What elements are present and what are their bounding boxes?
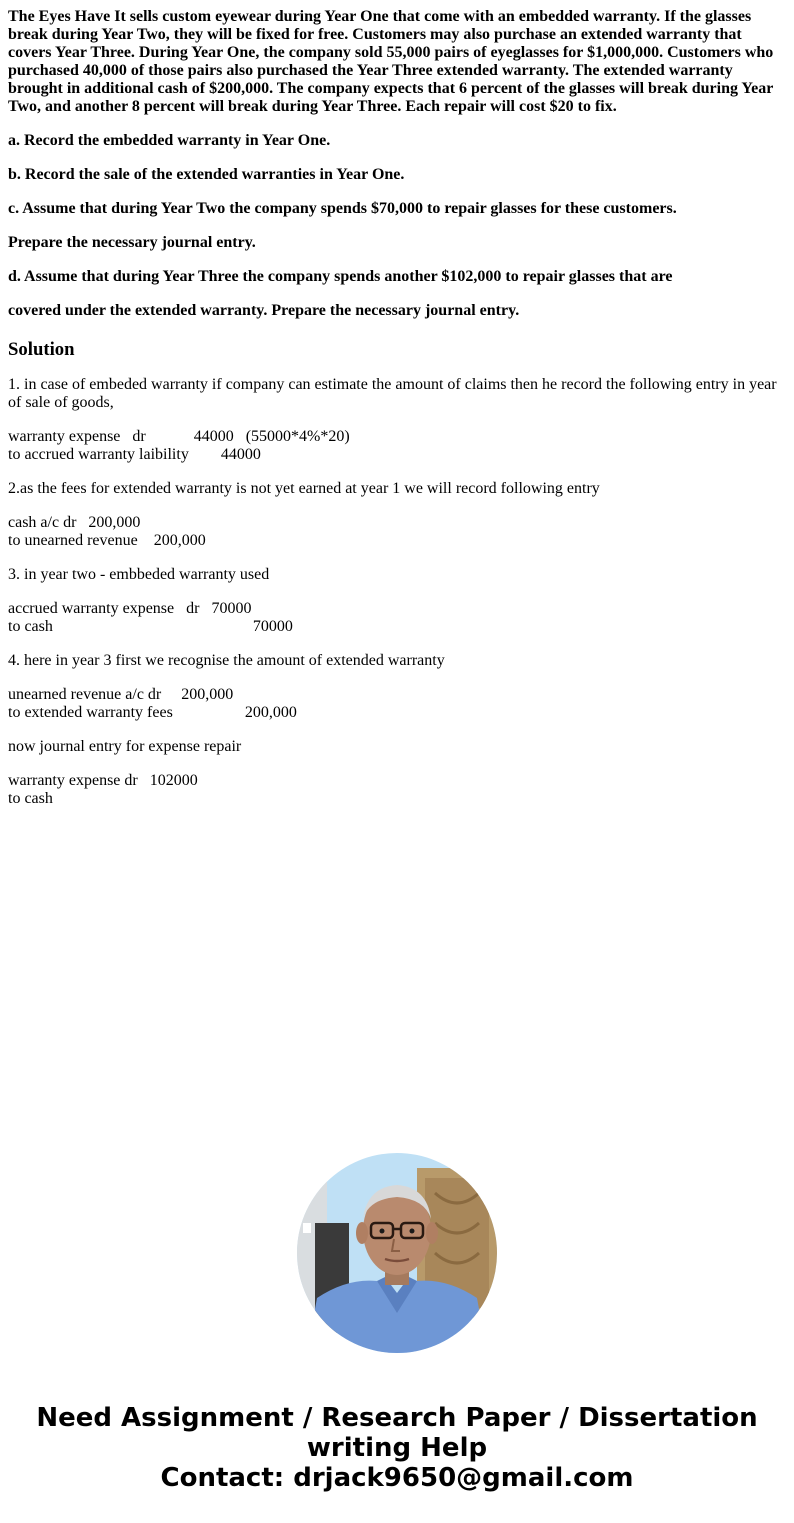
promo-line-2: writing Help — [306, 1433, 488, 1463]
solution-step-5-text: now journal entry for expense repair — [8, 738, 242, 755]
person-photo-icon — [297, 1153, 497, 1353]
promo-contact-line: Contact: drjack9650@gmail.com — [160, 1463, 634, 1493]
promo-line-1: Need Assignment / Research Paper / Dissertation — [36, 1403, 758, 1433]
question-part-c: c. Assume that during Year Two the company spends $70,000 to repair glasses for these customers. — [8, 200, 677, 217]
question-part-b: b. Record the sale of the extended warranties in Year One. — [8, 166, 405, 183]
solution-step-2-entry: cash a/c dr 200,000 to unearned revenue 200,000 — [8, 514, 206, 549]
question-part-a: a. Record the embedded warranty in Year One. — [8, 132, 331, 149]
question-part-d: d. Assume that during Year Three the company spends another $102,000 to repair glasses that are — [8, 268, 673, 285]
solution-step-4-entry: unearned revenue a/c dr 200,000 to extended warranty fees 200,000 — [8, 686, 297, 721]
solution-step-5-entry: warranty expense dr 102000 to cash — [8, 772, 198, 807]
solution-step-1-text: 1. in case of embeded warranty if company can estimate the amount of claims then he record the following entry in year of sale of goods, — [8, 376, 781, 411]
question-part-d-continued: covered under the extended warranty. Prepare the necessary journal entry. — [8, 302, 520, 319]
solution-heading: Solution — [8, 339, 75, 360]
document-content — [8, 8, 786, 824]
question-part-c-continued: Prepare the necessary journal entry. — [8, 234, 256, 251]
contact-promo — [0, 1403, 794, 1493]
solution-step-3-text: 3. in year two - embbeded warranty used — [8, 566, 270, 583]
question-intro: The Eyes Have It sells custom eyewear during Year One that come with an embedded warranty. If the glasses break during Year Two, they will be fixed for free. Customers may also purchase an extended warranty that covers Year Three. During Year One, the company sold 55,000 pairs of eyeglasses for $1,000,000. Customers who purchased 40,000 of those pairs also purchased the Year Three extended warranty. The extended warranty brought in additional cash of $200,000. The company expects that 6 percent of the glasses will break during Year Two, and another 8 percent will break during Year Three. Each repair will cost $20 to fix. — [8, 8, 778, 115]
solution-step-3-entry: accrued warranty expense dr 70000 to cash 70000 — [8, 600, 293, 635]
solution-step-2-text: 2.as the fees for extended warranty is not yet earned at year 1 we will record following entry — [8, 480, 600, 497]
solution-step-4-text: 4. here in year 3 first we recognise the amount of extended warranty — [8, 652, 445, 669]
author-avatar — [297, 1153, 497, 1353]
solution-step-1-entry: warranty expense dr 44000 (55000*4%*20) to accrued warranty laibility 44000 — [8, 428, 350, 463]
